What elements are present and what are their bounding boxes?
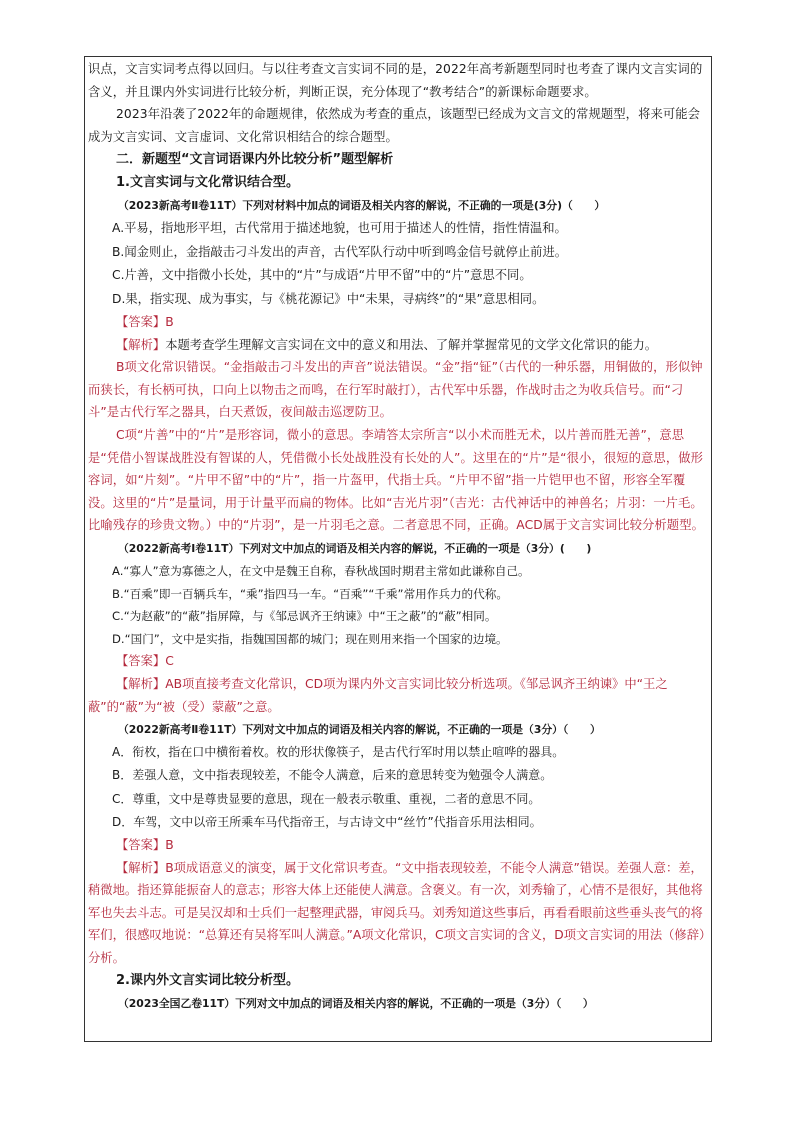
subsection-title-1: 1.文言实词与文化常识结合型。 xyxy=(116,175,299,191)
analysis-text: B项成语意义的演变，属于文化常识考查。“文中指表现较差，不能令人满意”错误。差强人意：差，稍微地。指还算能振奋人的意志；形容大体上还能使人满意。含褒义。有一次，刘秀输了，心情不是很好，其他将军也失去斗志。可是吴汉却和士兵们一起整理武器，审阅兵马。刘秀知道这些事后，再看看眼前这些垂头丧气的将军们，很感叹地说：“总算还有吴将军叫人满意。”A项文化常识，C项文言实词的含义，D项文言实词的用法（修辞）分析。 xyxy=(88,860,706,965)
analysis-tag: 【解析】 xyxy=(116,337,166,352)
analysis-tag: 【解析】 xyxy=(116,860,166,875)
question-3-analysis xyxy=(88,857,710,970)
question-2-answer xyxy=(88,650,710,673)
question-4-stem: （2023全国乙卷11T）下列对文中加点的词语及相关内容的解说，不正确的一项是（3分）（ ） xyxy=(118,997,594,1011)
question-2-option-c: C.“为赵蔽”的“蔽”指屏障，与《邹忌讽齐王纳谏》中“王之蔽”的“蔽”相同。 xyxy=(112,609,497,624)
question-1-answer xyxy=(88,311,710,334)
question-3-option-a: A．衔枚，指在口中横衔着枚。枚的形状像筷子，是古代行军时用以禁止喧哗的器具。 xyxy=(112,745,565,760)
question-1-option-c: C.片善，文中指微小长处，其中的“片”与成语“片甲不留”中的“片”意思不同。 xyxy=(112,268,532,283)
question-1-stem: （2023新高考Ⅱ卷11T）下列对材料中加点的词语及相关内容的解说，不正确的一项是(3分)（ ） xyxy=(118,199,606,213)
question-2-stem: （2022新高考Ⅰ卷11T）下列对文中加点的词语及相关内容的解说，不正确的一项是（3分）( ) xyxy=(118,541,592,555)
answer-tag: 【答案】 xyxy=(116,837,166,852)
document-body xyxy=(88,58,710,1015)
question-2-analysis xyxy=(88,673,710,718)
question-1-option-a: A.平易，指地形平坦，古代常用于描述地貌，也可用于描述人的性情，指性情温和。 xyxy=(112,221,567,236)
question-2-option-a: A.“寡人”意为寡德之人，在文中是魏王自称，春秋战国时期君主常如此谦称自己。 xyxy=(112,563,530,578)
question-1-b-explanation: B项文化常识错误。“金指敲击刁斗发出的声音”说法错误。“金”指“钲”（古代的一种乐器，用铜做的，形似钟而狭长，有长柄可执，口向上以物击之而鸣，在行军时敲打），古代军中乐器，作战时击之为收兵信号。而“刁斗”是古代行军之器具，白天煮饭，夜间敲击巡逻防卫。 xyxy=(88,360,703,420)
question-3-option-b: B．差强人意，文中指表现较差，不能令人满意，后来的意思转变为勉强令人满意。 xyxy=(112,768,553,783)
answer-value: C xyxy=(165,654,174,669)
answer-value: B xyxy=(165,315,174,329)
question-2-option-b: B.“百乘”即一百辆兵车，“乘”指四马一车。“百乘”“千乘”常用作兵力的代称。 xyxy=(112,586,508,601)
question-1-option-b: B.闻金则止，金指敲击刁斗发出的声音，古代军队行动中听到鸣金信号就停止前进。 xyxy=(112,244,568,259)
question-3-option-d: D．车驾，文中以帝王所乘车马代指帝王，与古诗文中“丝竹”代指音乐用法相同。 xyxy=(112,814,542,829)
answer-tag: 【答案】 xyxy=(116,315,166,329)
question-1-c-explanation: C项“片善”中的“片”是形容词，微小的意思。李靖答太宗所言“以小术而胜无术，以片善而胜无善”，意思是“凭借小智谋战胜没有智谋的人，凭借微小长处战胜没有长处的人”。这里在的“片”是“很小，很短的意思，做形容词，如“片刻”。“片甲不留”中的“片”，指一片盔甲，代指士兵。“片甲不留”指一片铠甲也不留，形容全军覆没。这里的“片”是量词，用于计量平而扁的物体。比如“吉光片羽”（吉光：古代神话中的神兽名；片羽：一片毛。比喻残存的珍贵文物。）中的“片羽”，是一片羽毛之意。二者意思不同，正确。ACD属于文言实词比较分析题型。 xyxy=(88,427,704,533)
question-2-option-d: D.“国门”，文中是实指，指魏国国都的城门；现在则用来指一个国家的边境。 xyxy=(112,631,508,646)
analysis-text: AB项直接考查文化常识，CD项为课内外文言实词比较分析选项。《邹忌讽齐王纳谏》中“王之蔽”的“蔽”为“被（受）蒙蔽”之意。 xyxy=(88,676,668,714)
intro-paragraph-1: 识点，文言实词考点得以回归。与以往考查文言实词不同的是，2022年高考新题型同时也考查了课内文言实词的含义，并且课内外实词进行比较分析，判断正误，充分体现了“教考结合”的新课标命题要求。 xyxy=(88,62,703,99)
subsection-title-2: 2.课内外文言实词比较分析型。 xyxy=(116,973,299,989)
question-1-option-d: D.果，指实现、成为事实，与《桃花源记》中“未果，寻病终”的“果”意思相同。 xyxy=(112,291,545,306)
question-3-stem: （2022新高考Ⅱ卷11T）下列对文中加点的词语及相关内容的解说，不正确的一项是（3分）（ ） xyxy=(118,723,601,737)
question-3-answer xyxy=(88,834,710,857)
answer-value: B xyxy=(165,837,174,852)
answer-tag: 【答案】 xyxy=(116,654,166,669)
analysis-tag: 【解析】 xyxy=(116,676,166,691)
question-3-option-c: C．尊重，文中是尊贵显要的意思，现在一般表示敬重、重视，二者的意思不同。 xyxy=(112,791,541,806)
question-1-analysis xyxy=(88,334,710,357)
intro-paragraph-2: 2023年沿袭了2022年的命题规律，依然成为考查的重点，该题型已经成为文言文的常规题型，将来可能会成为文言实词、文言虚词、文化常识相结合的综合题型。 xyxy=(88,107,701,144)
section-title: 二．新题型“文言词语课内外比较分析”题型解析 xyxy=(116,152,394,168)
analysis-text: 本题考查学生理解文言实词在文中的意义和用法、了解并掌握常见的文学文化常识的能力。 xyxy=(165,337,658,352)
